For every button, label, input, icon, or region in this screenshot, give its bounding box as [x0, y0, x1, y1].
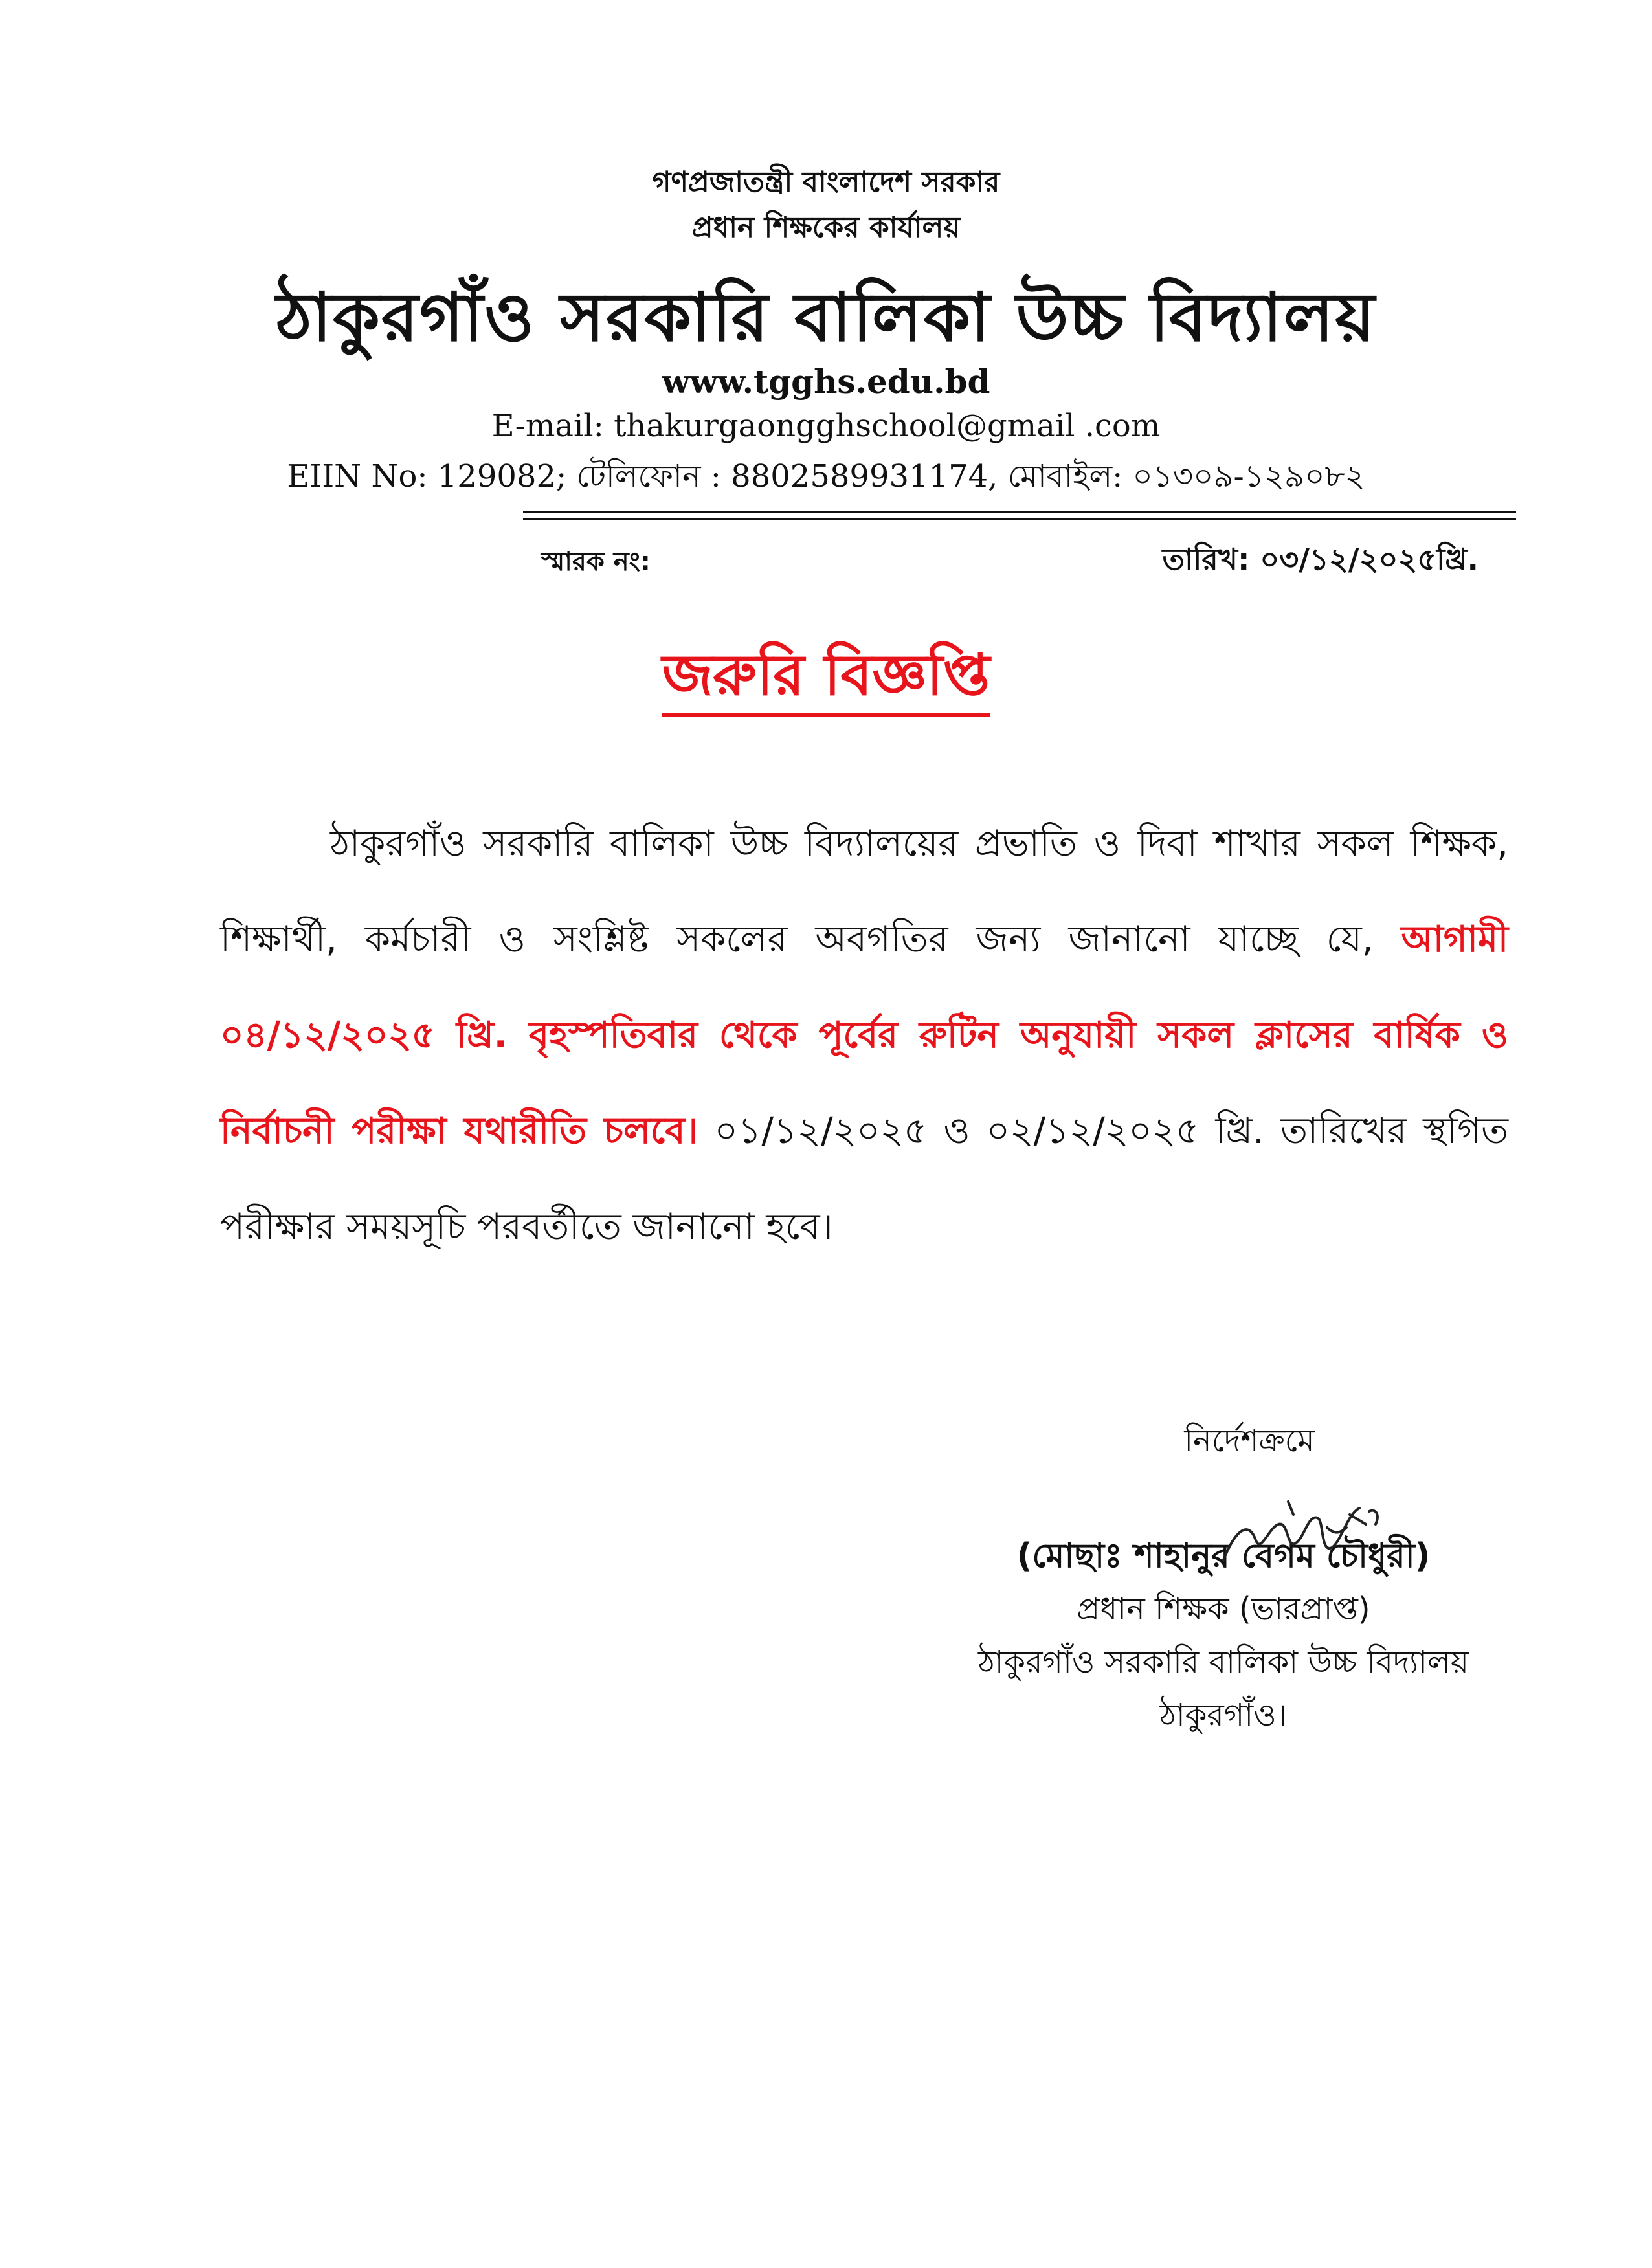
- government-line: গণপ্রজাতন্ত্রী বাংলাদেশ সরকার: [652, 166, 1000, 199]
- office-line: প্রধান শিক্ষকের কার্যালয়: [691, 211, 961, 244]
- notice-title: [0, 641, 1652, 717]
- notice-body: [220, 796, 1508, 1275]
- handwritten-signature: [1211, 1489, 1392, 1579]
- notice-date: তারিখ: ০৩/১২/২০২৫খ্রি.: [1162, 542, 1479, 577]
- school-name-heading: ঠাকুরগাঁও সরকারি বালিকা উচ্চ বিদ্যালয়: [276, 278, 1376, 357]
- notice-body-intro: ঠাকুরগাঁও সরকারি বালিকা উচ্চ বিদ্যালয়ের প্রভাতি ও দিবা শাখার সকল শিক্ষক, শিক্ষার্থী, কর্মচারী ও সংশ্লিষ্ট সকলের অবগতির জন্য জানানো যাচ্ছে যে,: [220, 823, 1508, 961]
- header-divider-top: [523, 511, 1516, 513]
- signatory-institution: ঠাকুরগাঁও সরকারি বালিকা উচ্চ বিদ্যালয়: [977, 1644, 1469, 1680]
- contact-line: EIIN No: 129082; টেলিফোন : 8802589931174, মোবাইল: ০১৩০৯-১২৯০৮২: [287, 458, 1365, 495]
- header-divider-bottom: [523, 518, 1516, 520]
- email-line: E-mail: thakurgaongghschool@gmail .com: [491, 408, 1161, 444]
- notice-body-highlight: আগামী ০৪/১২/২০২৫ খ্রি. বৃহস্পতিবার থেকে পূর্বের রুটিন অনুযায়ী সকল ক্লাসের বার্ষিক ও নির্বাচনী পরীক্ষা যথারীতি চলবে।: [220, 918, 1508, 1152]
- memo-number: স্মারক নং:: [541, 547, 651, 577]
- notice-title-text: জরুরি বিজ্ঞপ্তি: [662, 641, 990, 717]
- notice-body-closing: ০১/১২/২০২৫ ও ০২/১২/২০২৫ খ্রি. তারিখের স্থগিত পরীক্ষার সময়সূচি পরবর্তীতে জানানো হবে।: [220, 1110, 1508, 1248]
- by-order-label: নির্দেশক্রমে: [1184, 1423, 1315, 1459]
- signatory-name: (মোছাঃ শাহানুর বেগম চৌধুরী): [1016, 1537, 1431, 1575]
- signatory-location: ঠাকুরগাঁও।: [1159, 1697, 1288, 1733]
- signatory-designation: প্রধান শিক্ষক (ভারপ্রাপ্ত): [1077, 1591, 1370, 1627]
- website-line: www.tgghs.edu.bd: [662, 362, 990, 401]
